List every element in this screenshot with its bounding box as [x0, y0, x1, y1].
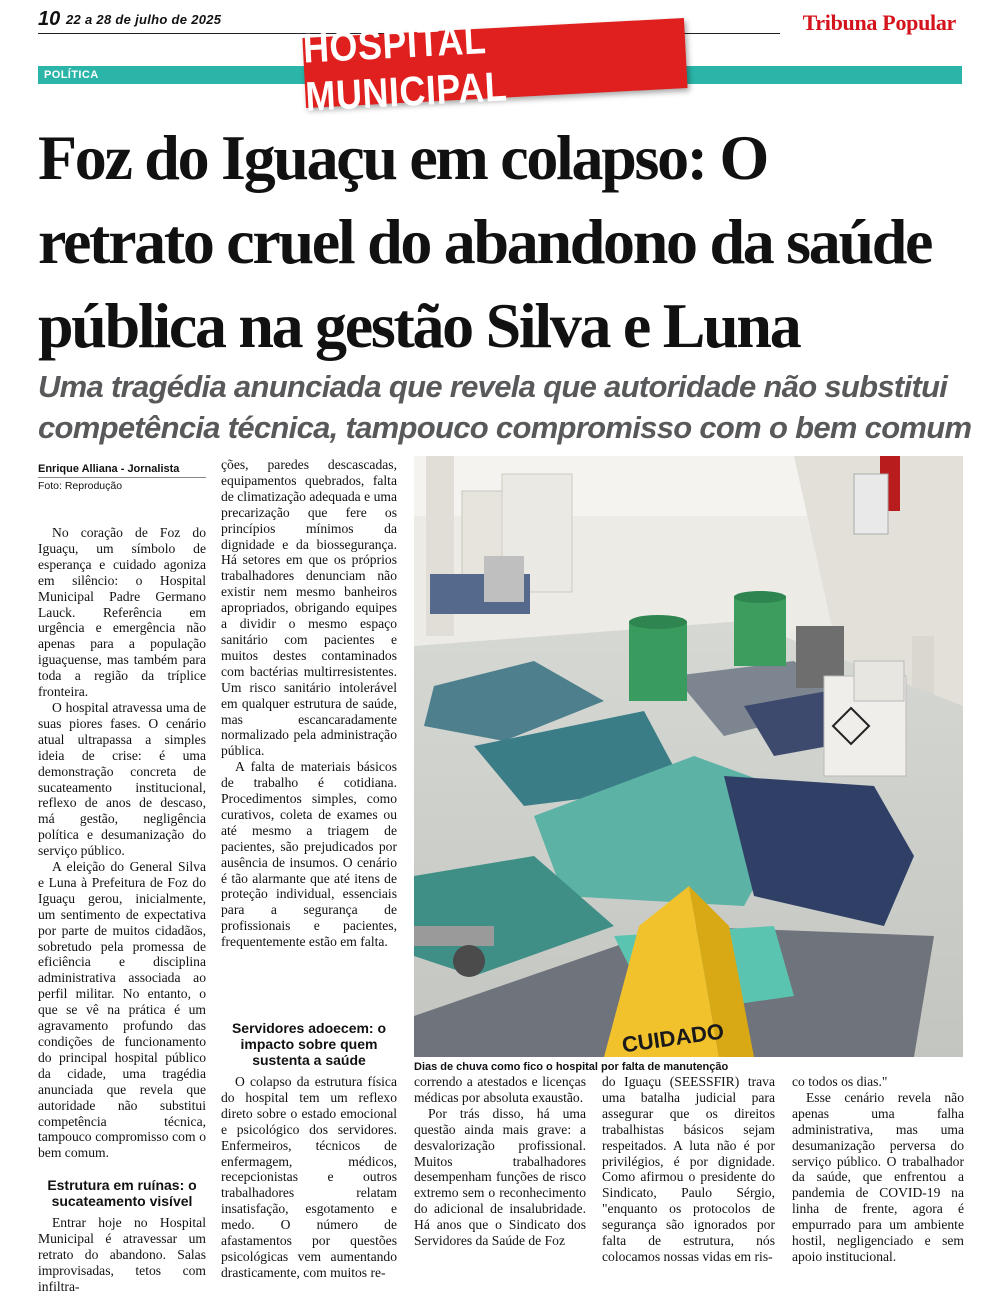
topic-stamp	[301, 15, 687, 121]
headline	[38, 116, 968, 368]
photo-caption: Dias de chuva como fico o hospital por falta de manutenção	[414, 1061, 729, 1073]
subheadline	[38, 366, 978, 448]
body-paragraph: Esse cenário revela não apenas uma falha administrativa, mas uma desumanização perversa do serviço público. O trabalhador da saúde, que enfrentou a pandemia de COVID-19 na linha de frente, agora é empurrado para um ambiente hostil, negligenciado e sem apoio institucional.	[792, 1089, 964, 1264]
body-column-2-lower	[221, 1014, 397, 1281]
body-paragraph: ções, paredes descascadas, equipamentos quebrados, falta de climatização adequada e uma precarização que fere os princípios mínimos da dignidade e da biossegurança. Há setores em que os próprios trabalhadores denunciam não existir nem mesmo banheiros apropriados, obrigando equipes a dividir o mesmo espaço sanitário com pacientes e muitos destes contaminados com bactérias multirresistentes. Um risco sanitário intolerável em qualquer estrutura de saúde, mas escancaradamente normalizado pela administração pública.	[221, 457, 397, 759]
body-column-4	[602, 1074, 775, 1265]
topic-stamp-text: HOSPITAL MUNICIPAL	[301, 15, 509, 121]
issue-date: 22 a 28 de julho de 2025	[66, 12, 222, 27]
subheadline-line: competência técnica, tampouco compromisso com o bem comum	[38, 410, 972, 445]
subheadline-line: Uma tragédia anunciada que revela que autoridade não substitui	[38, 369, 948, 404]
newspaper-masthead: Tribuna Popular	[802, 10, 956, 35]
body-paragraph: co todos os dias."	[792, 1074, 888, 1089]
body-paragraph: Entrar hoje no Hospital Municipal é atravessar um retrato do abandono. Salas improvisadas, tetos com infiltra-	[38, 1215, 206, 1294]
body-paragraph: O hospital atravessa uma de suas piores fases. O cenário atual ultrapassa a simples ideia de crise: é uma demonstração concreta de sucateamento institucional, reflexo de anos de descaso, má gestão, negligência política e desumanização do serviço público.	[38, 699, 206, 859]
body-column-2	[221, 457, 397, 950]
hospital-corridor-photo	[414, 456, 963, 1057]
headline-line: pública na gestão Silva e Luna	[38, 290, 800, 361]
caution-sign-text: CUIDADO	[620, 1018, 726, 1057]
body-column-1-lower	[38, 1171, 206, 1295]
body-paragraph: do Iguaçu (SEESSFIR) trava uma batalha judicial para assegurar que os direitos trabalhistas básicos sejam respeitados. A luta não é por privilégios, é por dignidade. Como afirmou o presidente do Sindicato, Paulo Sérgio, "enquanto os protocolos de segurança são ignorados por falta de estrutura, nós colocamos nossas vidas em ris-	[602, 1074, 775, 1264]
photo-credit: Foto: Reprodução	[38, 480, 123, 492]
page-number: 10	[38, 8, 61, 30]
body-paragraph: O colapso da estrutura física do hospital tem um reflexo direto sobre o estado emocional e psicológico dos servidores. Enfermeiros, técnicos de enfermagem, médicos, recepcionistas e outros trabalhadores relatam insatisfação, esgotamento e medo. O número de afastamentos por questões psicológicas vem aumentando drasticamente, com muitos re-	[221, 1074, 397, 1280]
body-column-3	[414, 1074, 586, 1249]
section-label: POLÍTICA	[44, 69, 99, 81]
byline-rule	[38, 477, 206, 478]
author-byline: Enrique Alliana - Jornalista	[38, 463, 180, 475]
section-subtitle: Estrutura em ruínas: o sucateamento visível	[47, 1177, 197, 1209]
headline-line: Foz do Iguaçu em colapso: O	[38, 122, 767, 193]
body-column-1	[38, 525, 206, 1161]
body-paragraph: Por trás disso, há uma questão ainda mais grave: a desvalorização profissional. Muitos trabalhadores desempenham funções de risco extremo sem o reconhecimento do adicional de insalubridade. Há anos que o Sindicato dos Servidores da Saúde de Foz	[414, 1105, 586, 1249]
body-paragraph: correndo a atestados e licenças médicas por absoluta exaustão.	[414, 1074, 586, 1105]
body-paragraph: A eleição do General Silva e Luna à Prefeitura de Foz do Iguaçu gerou, inicialmente, um sentimento de expectativa por parte de muitos cidadãos, sobretudo pela promessa de eficiência e disciplina administrativa associada ao perfil militar. No entanto, o que se vê na prática é um agravamento profundo das condições de funcionamento do principal hospital público da cidade, uma tragédia anunciada que revela que autoridade não substitui competência técnica, tampouco compromisso com o bem comum.	[38, 859, 206, 1161]
body-paragraph: No coração de Foz do Iguaçu, um símbolo de esperança e cuidado agoniza em silêncio: o Hospital Municipal Padre Germano Lauck. Referência em urgência e emergência não apenas para a população iguaçuense, mas também para toda a região da tríplice fronteira.	[38, 525, 206, 700]
body-paragraph: A falta de materiais básicos de trabalho é cotidiana. Procedimentos simples, como curativos, coleta de exames ou até mesmo a triagem de pacientes, são prejudicados por ausência de insumos. O cenário é tão alarmante que até itens de proteção individual, essenciais para a segurança de profissionais e pacientes, frequentemente estão em falta.	[221, 759, 397, 950]
body-column-5	[792, 1074, 964, 1265]
section-subtitle: Servidores adoecem: o impacto sobre quem sustenta a saúde	[231, 1020, 387, 1068]
headline-line: retrato cruel do abandono da saúde	[38, 206, 932, 277]
